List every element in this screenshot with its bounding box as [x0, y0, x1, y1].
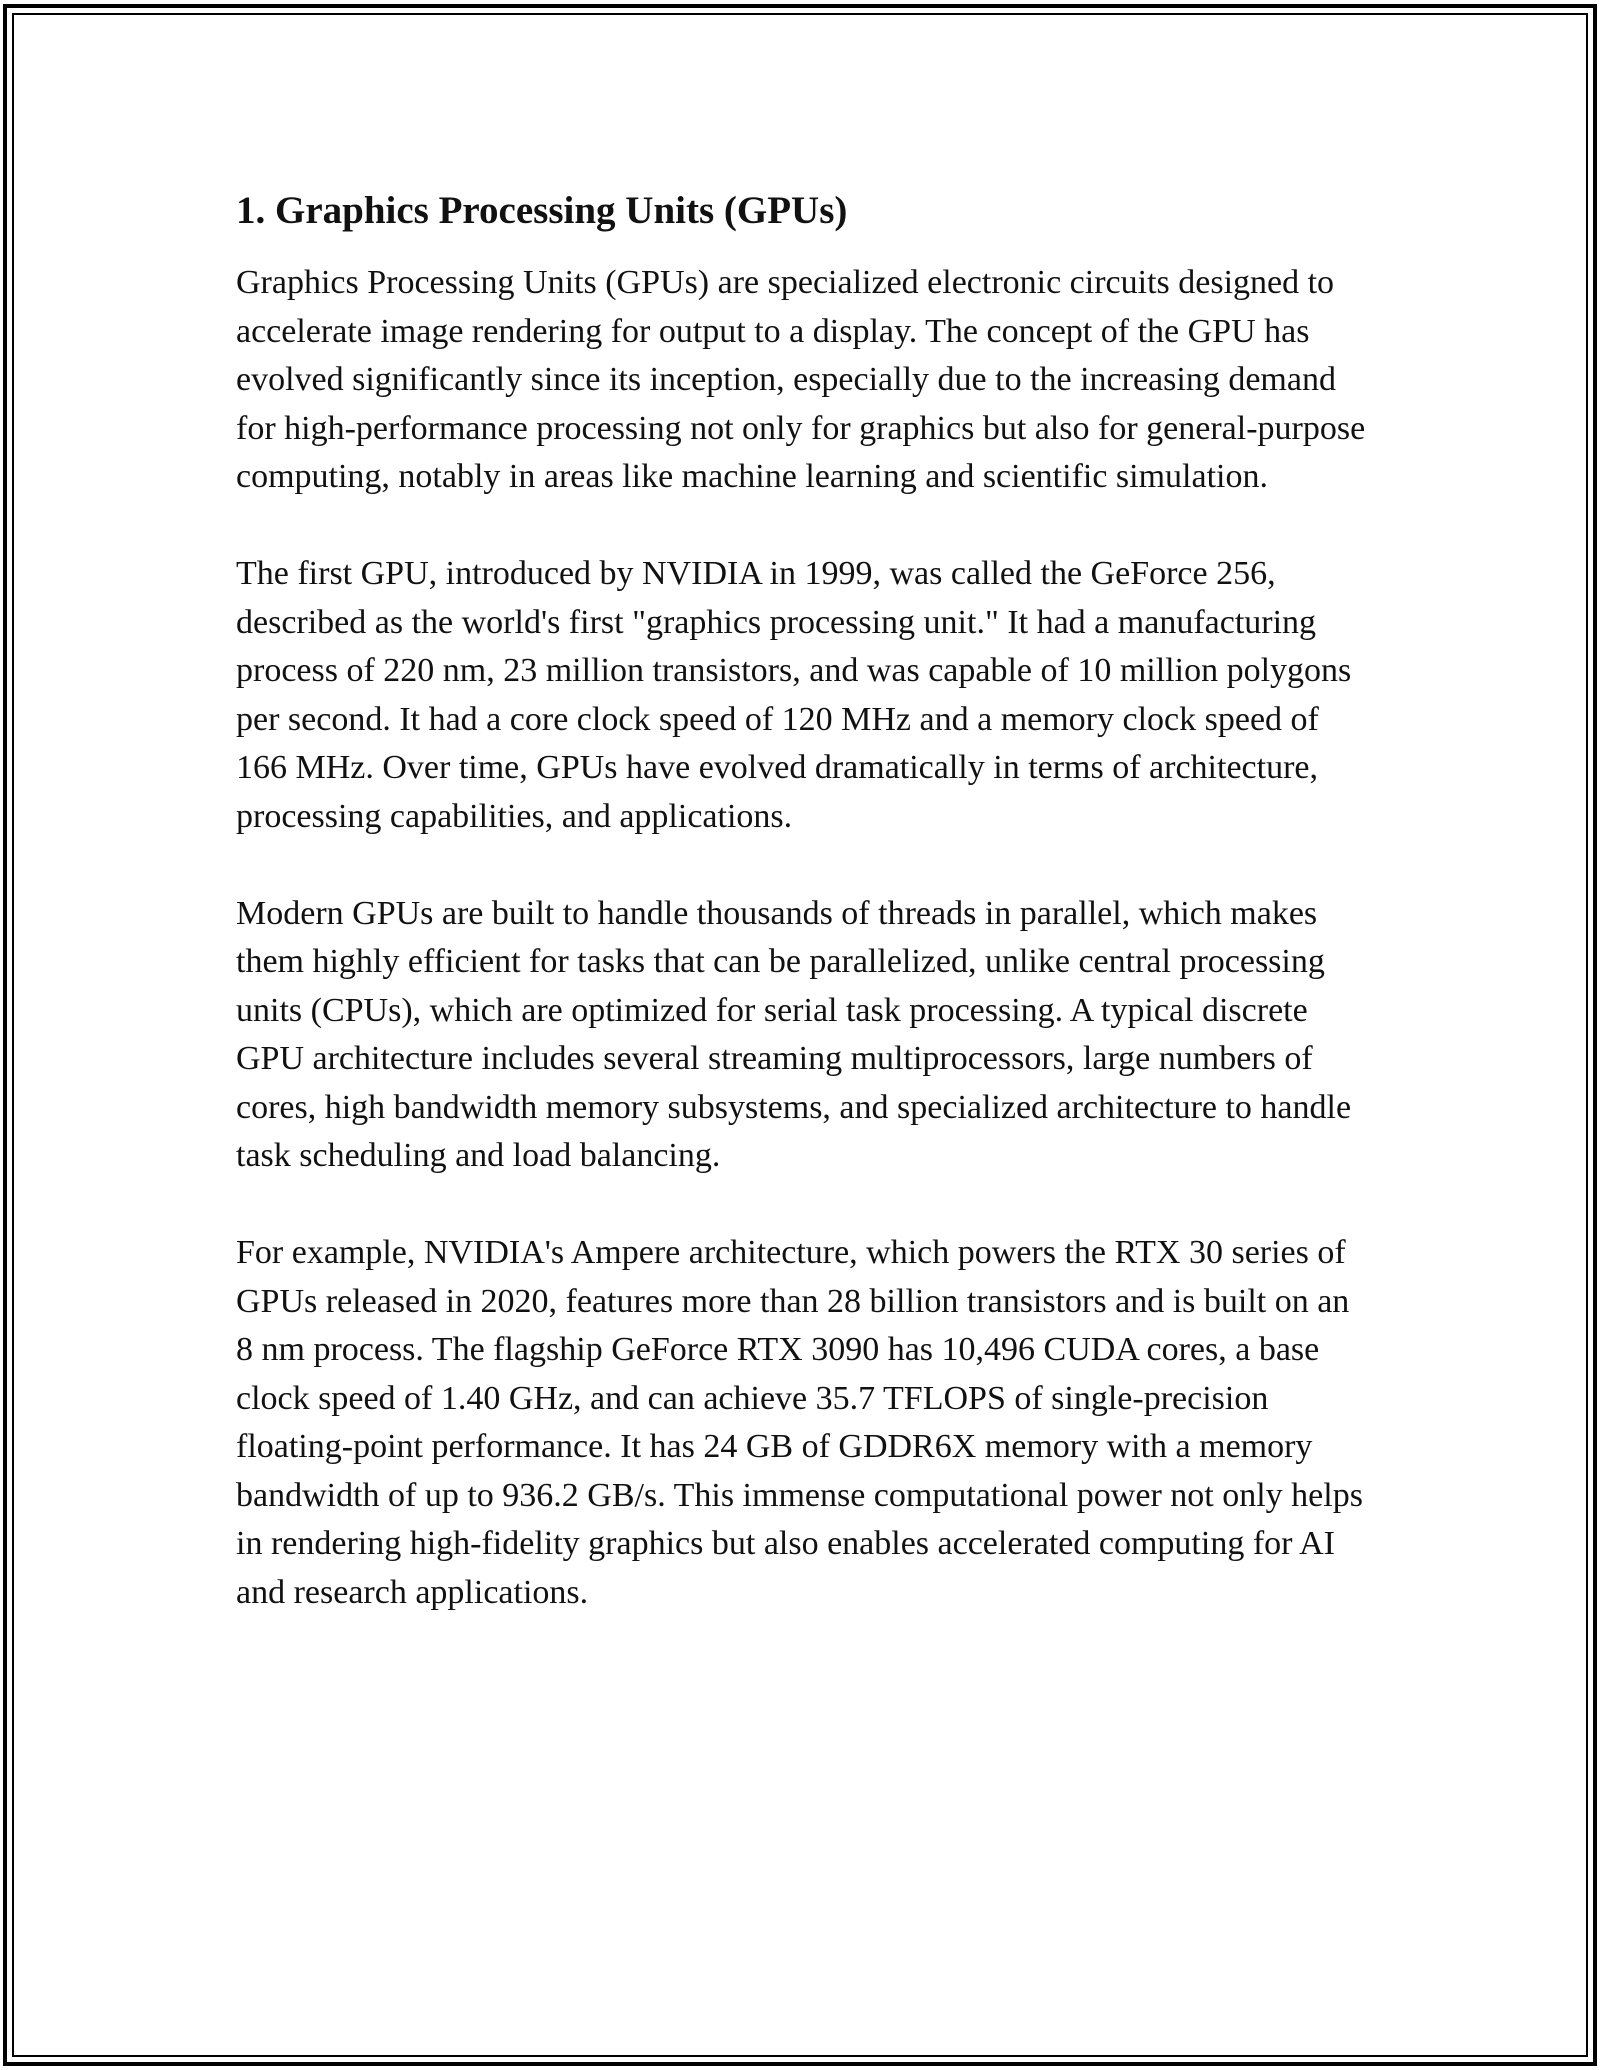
paragraph-ampere-example: For example, NVIDIA's Ampere architecture, which powers the RTX 30 series of GPUs released in 2020, features more than 28 billion transistors and is built on an 8 nm process. The flagship GeForce RTX 3090 has 10,496 CUDA cores, a base clock speed of 1.40 GHz, and can achieve 35.7 TFLOPS of single-precision floating-point performance. It has 24 GB of GDDR6X memory with a memory bandwidth of up to 936.2 GB/s. This immense computational power not only helps in rendering high-fidelity graphics but also enables accelerated computing for AI and research applications.: [236, 1234, 1363, 1611]
paragraph-modern-gpus: Modern GPUs are built to handle thousands of threads in parallel, which makes them highly efficient for tasks that can be parallelized, unlike central processing units (CPUs), which are optimized for serial task processing. A typical discrete GPU architecture includes several streaming multiprocessors, large numbers of cores, high bandwidth memory subsystems, and specialized architecture to handle task scheduling and load balancing.: [236, 894, 1352, 1174]
paragraph-intro: Graphics Processing Units (GPUs) are specialized electronic circuits designed to accelerate image rendering for output to a display. The concept of the GPU has evolved significantly since its inception, especially due to the increasing demand for high-performance processing not only for graphics but also for general-purpose computing, notably in areas like machine learning and scientific simulation.: [236, 264, 1366, 495]
paragraph-first-gpu: The first GPU, introduced by NVIDIA in 1999, was called the GeForce 256, described as the world's first "graphics processing unit." It had a manufacturing process of 220 nm, 23 million transistors, and was capable of 10 million polygons per second. It had a core clock speed of 120 MHz and a memory clock speed of 166 MHz. Over time, GPUs have evolved dramatically in terms of architecture, processing capabilities, and applications.: [236, 555, 1352, 835]
section-heading: 1. Graphics Processing Units (GPUs): [236, 189, 848, 232]
document-body: [236, 185, 1371, 1617]
